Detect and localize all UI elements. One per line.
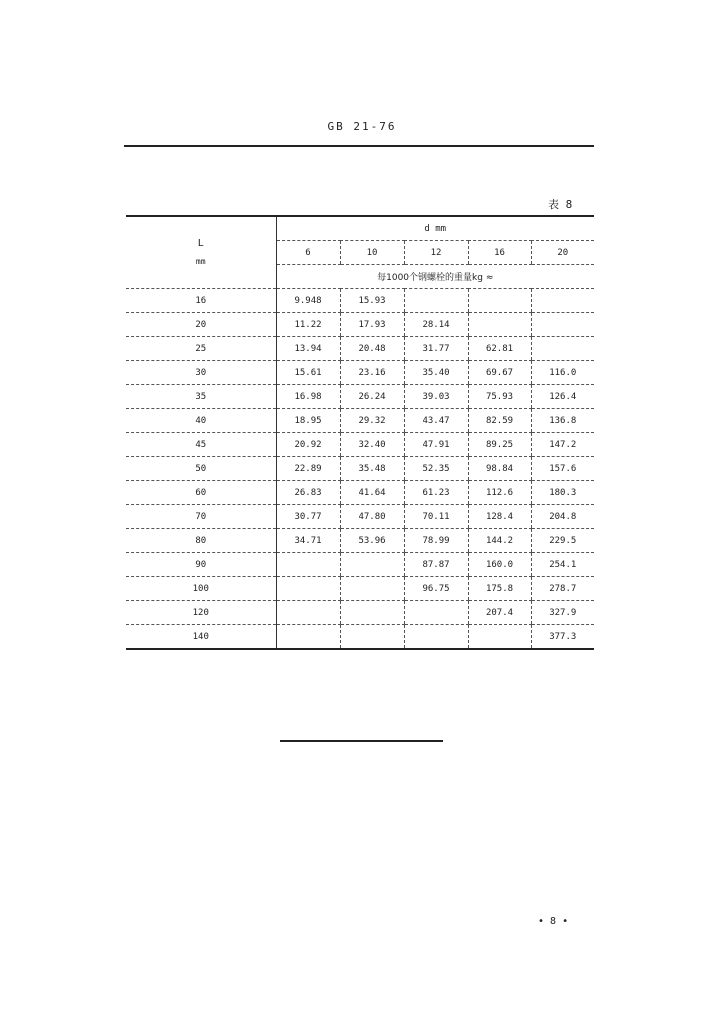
weight-cell: 41.64 bbox=[340, 481, 404, 505]
weight-cell: 47.80 bbox=[340, 505, 404, 529]
table-row bbox=[126, 385, 594, 409]
weight-cell: 16.98 bbox=[276, 385, 340, 409]
weight-cell: 11.22 bbox=[276, 313, 340, 337]
weight-cell: 35.48 bbox=[340, 457, 404, 481]
weight-cell: 13.94 bbox=[276, 337, 340, 361]
weight-cell: 175.8 bbox=[468, 577, 531, 601]
weight-cell: 47.91 bbox=[404, 433, 468, 457]
weight-cell: 229.5 bbox=[531, 529, 594, 553]
standard-code-header: GB 21-76 bbox=[327, 120, 397, 133]
d-value: 20 bbox=[531, 241, 594, 265]
header-rule bbox=[124, 145, 594, 147]
weight-cell: 43.47 bbox=[404, 409, 468, 433]
weight-cell: 254.1 bbox=[531, 553, 594, 577]
weight-cell: 15.61 bbox=[276, 361, 340, 385]
table-row bbox=[126, 289, 594, 313]
length-label: L bbox=[197, 237, 204, 249]
weight-cell: 157.6 bbox=[531, 457, 594, 481]
length-cell: 30 bbox=[126, 361, 276, 385]
length-unit: mm bbox=[195, 256, 206, 266]
table-row bbox=[126, 313, 594, 337]
weight-cell bbox=[276, 577, 340, 601]
weight-cell: 9.948 bbox=[276, 289, 340, 313]
weight-cell: 70.11 bbox=[404, 505, 468, 529]
weight-cell: 61.23 bbox=[404, 481, 468, 505]
table-row bbox=[126, 529, 594, 553]
weight-cell bbox=[468, 289, 531, 313]
weight-cell: 53.96 bbox=[340, 529, 404, 553]
weight-cell: 23.16 bbox=[340, 361, 404, 385]
weight-cell: 136.8 bbox=[531, 409, 594, 433]
length-cell: 120 bbox=[126, 601, 276, 625]
d-value: 16 bbox=[468, 241, 531, 265]
weight-cell: 98.84 bbox=[468, 457, 531, 481]
weight-cell bbox=[468, 313, 531, 337]
weight-cell bbox=[340, 577, 404, 601]
table-row bbox=[126, 361, 594, 385]
weight-cell: 207.4 bbox=[468, 601, 531, 625]
d-value: 6 bbox=[276, 241, 340, 265]
weight-cell: 18.95 bbox=[276, 409, 340, 433]
weight-cell: 39.03 bbox=[404, 385, 468, 409]
length-cell: 70 bbox=[126, 505, 276, 529]
weight-cell bbox=[276, 553, 340, 577]
length-cell: 140 bbox=[126, 625, 276, 650]
weight-cell: 62.81 bbox=[468, 337, 531, 361]
length-cell: 20 bbox=[126, 313, 276, 337]
weight-cell: 160.0 bbox=[468, 553, 531, 577]
length-header bbox=[126, 216, 276, 289]
weight-cell: 35.40 bbox=[404, 361, 468, 385]
weight-cell: 128.4 bbox=[468, 505, 531, 529]
table-row bbox=[126, 433, 594, 457]
weight-cell bbox=[531, 289, 594, 313]
weight-cell bbox=[404, 601, 468, 625]
weight-cell: 180.3 bbox=[531, 481, 594, 505]
length-cell: 25 bbox=[126, 337, 276, 361]
weight-cell: 75.93 bbox=[468, 385, 531, 409]
weight-cell: 28.14 bbox=[404, 313, 468, 337]
weight-cell: 29.32 bbox=[340, 409, 404, 433]
page-number: • 8 • bbox=[538, 916, 569, 927]
weight-cell: 30.77 bbox=[276, 505, 340, 529]
weight-cell: 96.75 bbox=[404, 577, 468, 601]
weight-cell: 78.99 bbox=[404, 529, 468, 553]
length-cell: 35 bbox=[126, 385, 276, 409]
weight-cell bbox=[404, 289, 468, 313]
weight-cell bbox=[340, 553, 404, 577]
length-cell: 60 bbox=[126, 481, 276, 505]
weight-cell bbox=[531, 337, 594, 361]
weight-cell: 147.2 bbox=[531, 433, 594, 457]
weight-cell: 82.59 bbox=[468, 409, 531, 433]
weight-cell: 87.87 bbox=[404, 553, 468, 577]
weight-cell: 22.89 bbox=[276, 457, 340, 481]
weight-cell: 377.3 bbox=[531, 625, 594, 650]
weight-cell: 204.8 bbox=[531, 505, 594, 529]
d-value: 12 bbox=[404, 241, 468, 265]
weight-cell: 52.35 bbox=[404, 457, 468, 481]
weight-cell bbox=[276, 625, 340, 650]
table-row bbox=[126, 601, 594, 625]
table-row bbox=[126, 337, 594, 361]
weight-caption: 每1000个钢螺栓的重量kg ≈ bbox=[276, 265, 594, 289]
table-row bbox=[126, 553, 594, 577]
weight-cell bbox=[404, 625, 468, 650]
weight-cell: 116.0 bbox=[531, 361, 594, 385]
length-cell: 100 bbox=[126, 577, 276, 601]
weight-cell bbox=[340, 625, 404, 650]
weight-cell: 327.9 bbox=[531, 601, 594, 625]
end-rule bbox=[280, 740, 443, 742]
weight-cell: 15.93 bbox=[340, 289, 404, 313]
weight-cell: 26.24 bbox=[340, 385, 404, 409]
length-cell: 40 bbox=[126, 409, 276, 433]
length-cell: 50 bbox=[126, 457, 276, 481]
d-header-row bbox=[126, 216, 594, 241]
weight-cell: 144.2 bbox=[468, 529, 531, 553]
weight-cell: 126.4 bbox=[531, 385, 594, 409]
weight-cell: 17.93 bbox=[340, 313, 404, 337]
d-value: 10 bbox=[340, 241, 404, 265]
weight-cell bbox=[276, 601, 340, 625]
weight-cell: 26.83 bbox=[276, 481, 340, 505]
weight-cell: 278.7 bbox=[531, 577, 594, 601]
table-row bbox=[126, 457, 594, 481]
table-row bbox=[126, 577, 594, 601]
weight-cell bbox=[531, 313, 594, 337]
length-cell: 16 bbox=[126, 289, 276, 313]
length-cell: 90 bbox=[126, 553, 276, 577]
length-cell: 80 bbox=[126, 529, 276, 553]
weight-cell: 89.25 bbox=[468, 433, 531, 457]
weight-cell: 20.48 bbox=[340, 337, 404, 361]
length-cell: 45 bbox=[126, 433, 276, 457]
table-row bbox=[126, 625, 594, 650]
weight-cell bbox=[468, 625, 531, 650]
weight-cell: 34.71 bbox=[276, 529, 340, 553]
table-label: 表 8 bbox=[548, 198, 573, 211]
weight-cell: 112.6 bbox=[468, 481, 531, 505]
table-row bbox=[126, 409, 594, 433]
d-header: d mm bbox=[276, 216, 594, 241]
weight-cell: 32.40 bbox=[340, 433, 404, 457]
weight-cell bbox=[340, 601, 404, 625]
weight-cell: 31.77 bbox=[404, 337, 468, 361]
weight-cell: 69.67 bbox=[468, 361, 531, 385]
table-row bbox=[126, 481, 594, 505]
weight-cell: 20.92 bbox=[276, 433, 340, 457]
bolt-weight-table bbox=[126, 215, 594, 650]
table-row bbox=[126, 505, 594, 529]
